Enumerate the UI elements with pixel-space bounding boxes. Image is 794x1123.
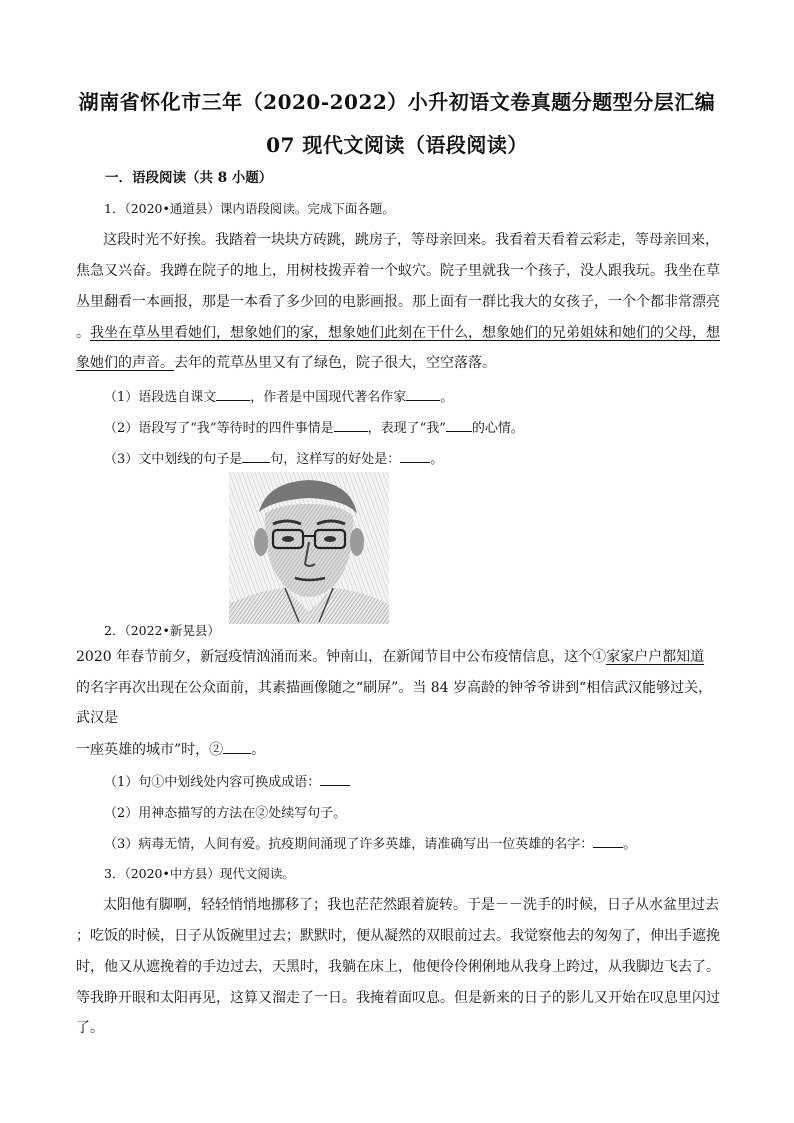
q3-passage-line-1: 太阳他有脚啊，轻轻悄悄地挪移了；我也茫茫然跟着旋转。于是－－洗手的时候，日子从水盆里过去 xyxy=(103,897,719,913)
answer-blank[interactable] xyxy=(446,419,472,432)
q1-passage-line-4 xyxy=(76,322,720,342)
q2-passage-line-3: 武汉是 xyxy=(76,710,118,726)
portrait-sketch-image xyxy=(229,472,389,624)
document-subtitle: 07 现代文阅读（语段阅读） xyxy=(266,133,528,157)
q1-subquestion-1: （1）语段选自课文 ，作者是中国现代著名作家 。 xyxy=(104,390,454,405)
q2-subquestion-2: （2）用神态描写的方法在②处续写句子。 xyxy=(104,806,347,821)
q2-subquestion-3: （3）病毒无情，人间有爱。抗疫期间涌现了许多英雄，请准确写出一位英雄的名字： 。 xyxy=(104,837,637,852)
answer-blank[interactable] xyxy=(320,773,350,786)
q1-passage-line-5 xyxy=(76,352,496,372)
q1-subquestion-2: （2）语段写了“我”等待时的四件事情是 ，表现了“我” 的心情。 xyxy=(104,421,524,436)
q1-passage-punct: 。 xyxy=(76,325,90,341)
q1-passage-end: 去年的荒草丛里又有了绿色，院子很大，空空落落。 xyxy=(174,355,496,371)
answer-blank[interactable] xyxy=(334,419,368,432)
q1-subquestion-3: （3）文中划线的句子是 句，这样写的好处是： 。 xyxy=(104,452,444,467)
q2-underlined-phrase: 家家户户都知道 xyxy=(606,649,705,665)
answer-blank[interactable] xyxy=(406,388,440,401)
question-3-header: 3．（2020•中方县）现代文阅读。 xyxy=(104,866,295,881)
answer-blank[interactable] xyxy=(216,388,250,401)
q2-passage-line-4: 一座英雄的城市”时，② 。 xyxy=(76,742,266,758)
q1-passage-line-3: 丛里翻看一本画报，那是一本看了多少回的电影画报。那上面有一群比我大的女孩子，一个个都非常漂亮 xyxy=(76,294,720,310)
q2-subquestion-1: （1）句①中划线处内容可换成成语： xyxy=(104,771,350,790)
q3-passage-line-4: 等我睁开眼和太阳再见，这算又溜走了一日。我掩着面叹息。但是新来的日子的影儿又开始在叹息里闪过 xyxy=(76,990,720,1006)
q3-passage-line-5: 了。 xyxy=(76,1020,104,1036)
q3-passage-line-2: ；吃饭的时候，日子从饭碗里过去；默默时，便从凝然的双眼前过去。我觉察他去的匆匆了，伸出手遮挽 xyxy=(76,928,720,944)
answer-blank[interactable] xyxy=(223,741,251,754)
question-2-header: 2．（2022•新晃县） xyxy=(104,623,220,638)
document-title: 湖南省怀化市三年（2020-2022）小升初语文卷真题分题型分层汇编 xyxy=(78,90,716,114)
question-1-header: 1．（2020•通道县）课内语段阅读。完成下面各题。 xyxy=(104,201,395,216)
section-heading: 一．语段阅读（共 8 小题） xyxy=(105,170,273,186)
q2-passage-line-1: 2020 年春节前夕，新冠疫情汹涌而来。钟南山，在新闻节目中公布疫情信息，这个①家家户户都知道 xyxy=(76,649,705,665)
answer-blank[interactable] xyxy=(593,835,623,848)
answer-blank[interactable] xyxy=(242,450,270,463)
q3-passage-line-3: 时，他又从遮挽着的手边过去，天黑时，我躺在床上，他便伶伶俐俐地从我身上跨过，从我脚边飞去了。 xyxy=(76,959,720,975)
q1-passage-line-2: 焦急又兴奋。我蹲在院子的地上，用树枝拨弄着一个蚁穴。院子里就我一个孩子，没人跟我玩。我坐在草 xyxy=(76,263,720,279)
q2-passage-line-2: 的名字再次出现在公众面前，其素描画像随之“刷屏”。当 84 岁高龄的钟爷爷讲到“相信武汉能够过关， xyxy=(76,680,713,696)
q1-underlined-sentence-part1: 我坐在草丛里看她们，想象她们的家，想象她们此刻在干什么，想象她们的兄弟姐妹和她们的父母，想 xyxy=(90,325,720,341)
answer-blank[interactable] xyxy=(400,450,430,463)
q1-underlined-sentence-part2: 象她们的声音。 xyxy=(76,355,174,371)
q1-passage-line-1: 这段时光不好挨。我踏着一块块方砖跳，跳房子，等母亲回来。我看着天看着云彩走，等母亲回来， xyxy=(103,232,719,248)
